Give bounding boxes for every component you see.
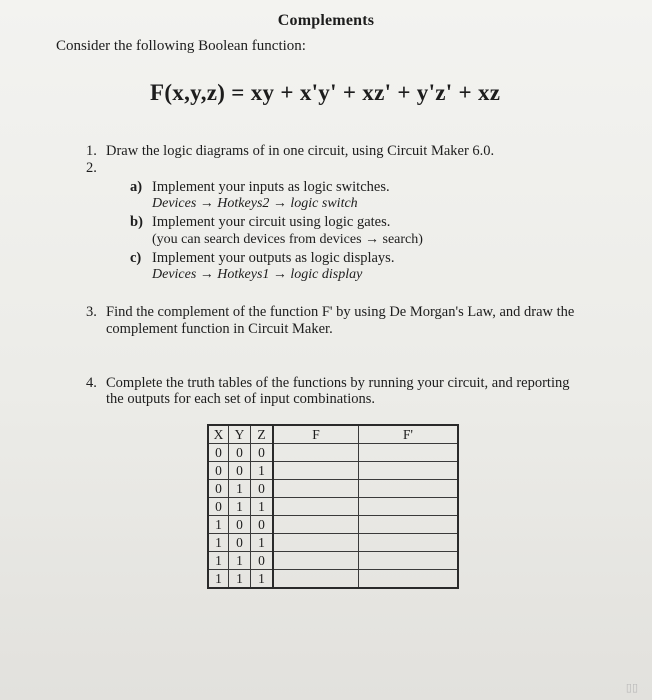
cell-z: 1 bbox=[251, 570, 274, 589]
cell-y: 0 bbox=[229, 462, 251, 480]
cell-x: 0 bbox=[208, 444, 229, 462]
q2a-text: Implement your inputs as logic switches. bbox=[152, 179, 390, 195]
table-row bbox=[208, 480, 458, 498]
cell-y: 1 bbox=[229, 480, 251, 498]
cell-y: 0 bbox=[229, 444, 251, 462]
cell-f[interactable] bbox=[273, 480, 359, 498]
q2c-path: Devices → Hotkeys1 → logic display bbox=[152, 267, 363, 282]
cell-z: 1 bbox=[251, 534, 274, 552]
header-f: F bbox=[273, 425, 359, 444]
cell-f[interactable] bbox=[273, 552, 359, 570]
cell-z: 0 bbox=[251, 444, 274, 462]
cell-f[interactable] bbox=[273, 570, 359, 589]
cell-f-complement[interactable] bbox=[359, 534, 459, 552]
cell-x: 0 bbox=[208, 480, 229, 498]
table-row bbox=[208, 444, 458, 462]
truth-table-body bbox=[208, 444, 458, 589]
cell-z: 0 bbox=[251, 552, 274, 570]
table-row bbox=[208, 498, 458, 516]
cell-x: 1 bbox=[208, 570, 229, 589]
table-row bbox=[208, 534, 458, 552]
cell-y: 0 bbox=[229, 516, 251, 534]
q1-text: Draw the logic diagrams of in one circuit, using Circuit Maker 6.0. bbox=[106, 143, 495, 159]
header-f-complement: F' bbox=[359, 425, 459, 444]
cell-x: 0 bbox=[208, 498, 229, 516]
cell-f[interactable] bbox=[273, 516, 359, 534]
cell-f[interactable] bbox=[273, 444, 359, 462]
cell-f-complement[interactable] bbox=[359, 498, 459, 516]
header-z: Z bbox=[251, 425, 274, 444]
q2b-letter: b) bbox=[130, 214, 143, 230]
cell-y: 1 bbox=[229, 570, 251, 589]
table-row bbox=[208, 462, 458, 480]
cell-y: 1 bbox=[229, 552, 251, 570]
truth-table-header-row bbox=[208, 425, 458, 444]
cell-x: 1 bbox=[208, 516, 229, 534]
intro-text: Consider the following Boolean function: bbox=[56, 38, 306, 54]
cell-f[interactable] bbox=[273, 462, 359, 480]
q1-number: 1. bbox=[86, 143, 97, 159]
q2b-text: Implement your circuit using logic gates. bbox=[152, 214, 391, 230]
cell-z: 1 bbox=[251, 498, 274, 516]
corner-watermark-icon: ▯▯ bbox=[625, 681, 638, 694]
cell-z: 1 bbox=[251, 462, 274, 480]
cell-x: 0 bbox=[208, 462, 229, 480]
q3-number: 3. bbox=[86, 304, 97, 320]
q3-line2: complement function in Circuit Maker. bbox=[106, 321, 333, 337]
cell-f-complement[interactable] bbox=[359, 444, 459, 462]
page-title: Complements bbox=[277, 12, 375, 29]
cell-f[interactable] bbox=[273, 498, 359, 516]
q2a-path: Devices → Hotkeys2 → logic switch bbox=[152, 196, 358, 211]
table-row bbox=[208, 570, 458, 589]
q4-number: 4. bbox=[86, 375, 97, 391]
header-y: Y bbox=[229, 425, 251, 444]
q4-line2: the outputs for each set of input combinations. bbox=[106, 391, 376, 407]
q2-number: 2. bbox=[86, 160, 97, 176]
cell-f-complement[interactable] bbox=[359, 516, 459, 534]
cell-f-complement[interactable] bbox=[359, 462, 459, 480]
q3-line1: Find the complement of the function F' by using De Morgan's Law, and draw the bbox=[106, 304, 575, 320]
q2c-text: Implement your outputs as logic displays. bbox=[152, 250, 395, 266]
cell-f-complement[interactable] bbox=[359, 570, 459, 589]
boolean-formula: F(x,y,z) = xy + x'y' + xz' + y'z' + xz bbox=[150, 80, 501, 105]
q2c-letter: c) bbox=[130, 250, 142, 266]
q2a-letter: a) bbox=[130, 179, 143, 195]
cell-y: 1 bbox=[229, 498, 251, 516]
truth-table bbox=[207, 424, 459, 589]
cell-x: 1 bbox=[208, 534, 229, 552]
table-row bbox=[208, 516, 458, 534]
cell-x: 1 bbox=[208, 552, 229, 570]
q4-line1: Complete the truth tables of the functions by running your circuit, and reporting bbox=[106, 375, 570, 391]
cell-f[interactable] bbox=[273, 534, 359, 552]
cell-f-complement[interactable] bbox=[359, 552, 459, 570]
cell-y: 0 bbox=[229, 534, 251, 552]
header-x: X bbox=[208, 425, 229, 444]
q2b-path: (you can search devices from devices → search) bbox=[152, 232, 423, 247]
table-row bbox=[208, 552, 458, 570]
cell-f-complement[interactable] bbox=[359, 480, 459, 498]
cell-z: 0 bbox=[251, 516, 274, 534]
cell-z: 0 bbox=[251, 480, 274, 498]
